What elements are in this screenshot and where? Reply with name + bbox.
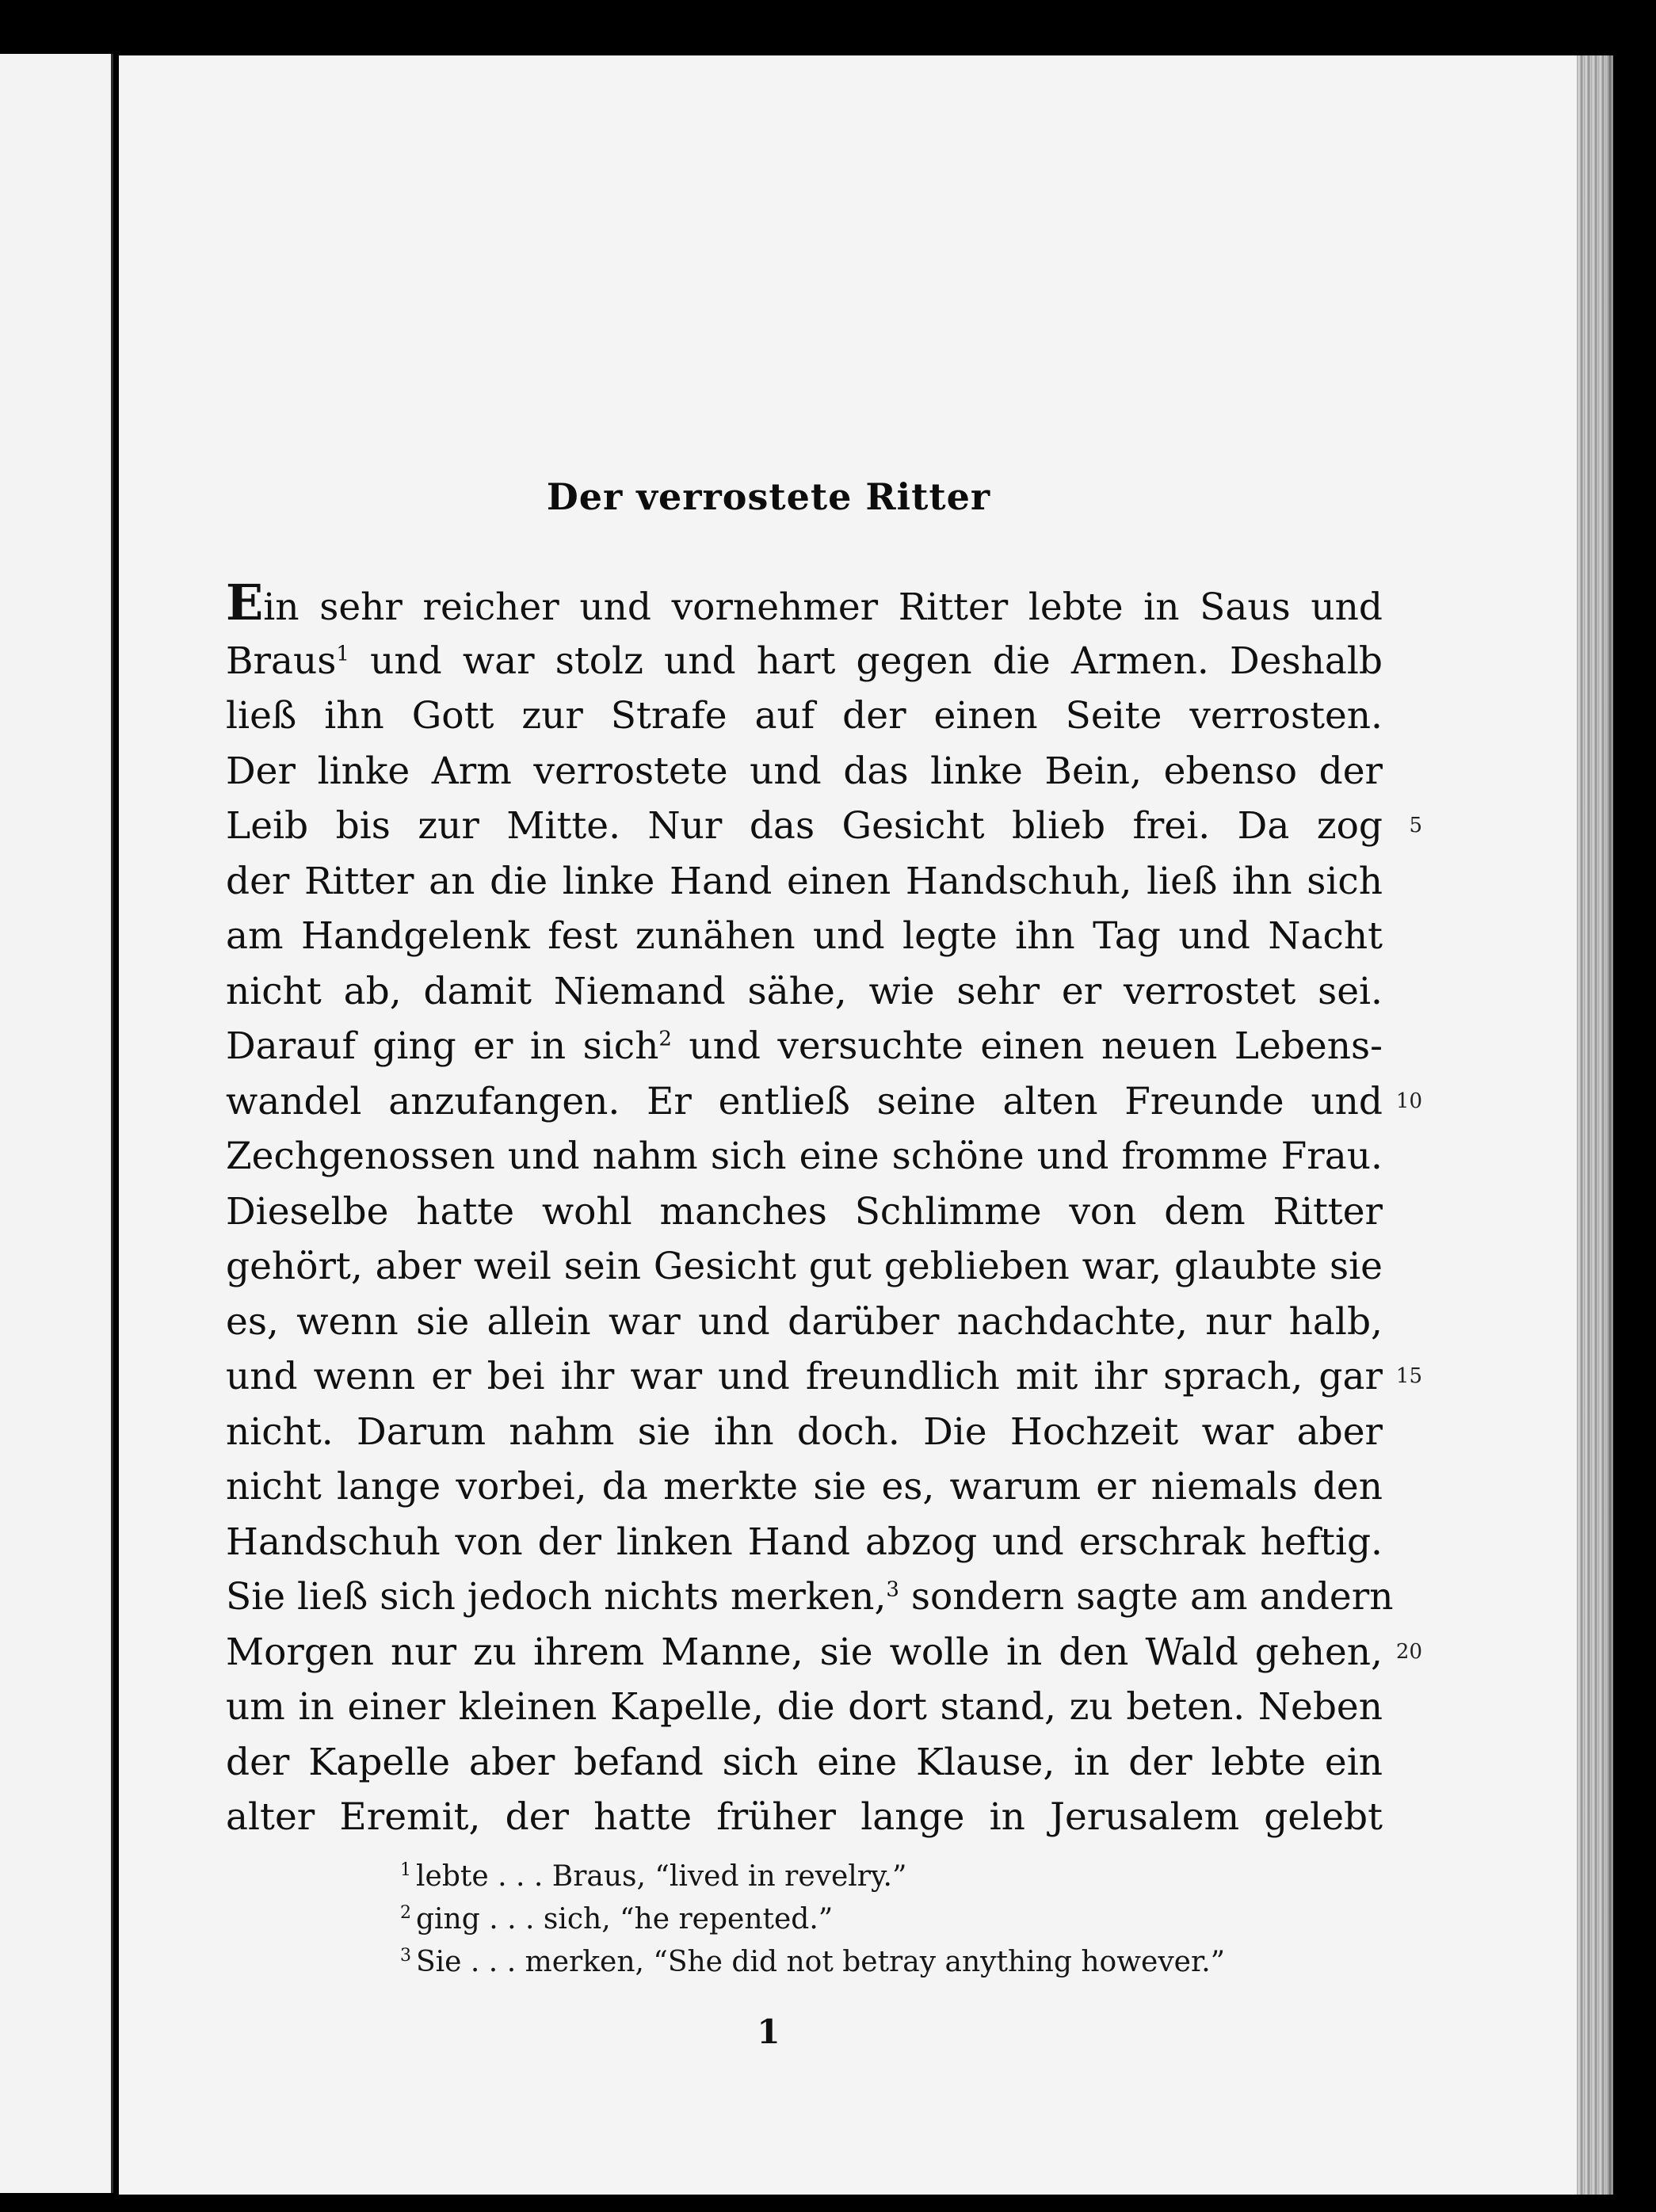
text-line (226, 688, 1383, 744)
line-text: nicht. Darum nahm sie ihn doch. Die Hochzeit war aber (226, 1409, 1383, 1454)
text-line (226, 1184, 1383, 1240)
line-text: nicht ab, damit Niemand sähe, wie sehr er verrostet sei. (226, 969, 1383, 1013)
story-title: Der verrostete Ritter (546, 475, 991, 518)
line-text: Darauf ging er in sich (226, 1024, 659, 1068)
line-text: Morgen nur zu ihrem Manne, sie wolle in den Wald gehen, (226, 1630, 1383, 1674)
line-text-tail: und war stolz und hart gegen die Armen. Deshalb (349, 639, 1383, 683)
text-line (226, 1515, 1383, 1570)
line-text: Leib bis zur Mitte. Nur das Gesicht blieb frei. Da zog (226, 804, 1383, 848)
text-line (226, 1405, 1383, 1460)
line-text: es, wenn sie allein war und darüber nachdachte, nur halb, (226, 1299, 1383, 1344)
text-line (226, 1349, 1422, 1405)
footnote (400, 1855, 1430, 1898)
text-line (226, 1074, 1422, 1130)
line-text: Braus (226, 639, 337, 683)
text-line (226, 854, 1383, 910)
footnote-marker: 1 (336, 641, 349, 666)
text-line (226, 1625, 1422, 1680)
drop-cap: E (226, 574, 264, 631)
left-page-edge (0, 54, 113, 2193)
text-line (226, 1019, 1383, 1074)
text-line (226, 1735, 1383, 1791)
line-number: 5 (1409, 814, 1422, 837)
page-number: 1 (757, 2012, 780, 2051)
line-text: Zechgenossen und nahm sich eine schöne und fromme Frau. (226, 1135, 1383, 1178)
line-text: nicht lange vorbei, da merkte sie es, warum er niemals den (226, 1465, 1383, 1508)
footnote (400, 1941, 1430, 1984)
footnote-marker: 3 (886, 1577, 899, 1602)
footnote-mark: 2 (400, 1903, 411, 1923)
line-text: wandel anzufangen. Er entließ seine alten Freunde und (226, 1079, 1383, 1123)
line-text: alter Eremit, der hatte früher lange in Jerusalem gelebt (226, 1795, 1383, 1839)
page-stack-edge (1577, 55, 1613, 2195)
text-line (226, 1459, 1383, 1515)
text-line (226, 1790, 1383, 1845)
line-text: am Handgelenk fest zunähen und legte ihn Tag und Nacht (226, 914, 1383, 958)
footnote-mark: 1 (400, 1860, 411, 1880)
line-text: in sehr reicher und vornehmer Ritter lebte in Saus und (263, 585, 1383, 629)
line-text: der Kapelle aber befand sich eine Klause, in der lebte ein (226, 1740, 1383, 1784)
text-line (226, 1295, 1383, 1350)
text-line (226, 909, 1383, 964)
story-body (226, 574, 1422, 1845)
line-number: 10 (1395, 1089, 1422, 1113)
text-line (226, 744, 1383, 799)
text-line (226, 1129, 1383, 1184)
line-text-tail: und versuchte einen neuen Lebens- (671, 1024, 1383, 1068)
text-line (226, 574, 1383, 634)
text-line (226, 1239, 1383, 1295)
line-text: gehört, aber weil sein Gesicht gut geblieben war, glaubte sie (226, 1245, 1383, 1288)
footnote-text: Sie . . . merken, “She did not betray anything however.” (416, 1946, 1226, 1978)
line-text: der Ritter an die linke Hand einen Handschuh, ließ ihn sich (226, 859, 1383, 903)
footnotes (400, 1855, 1430, 1984)
line-text: um in einer kleinen Kapelle, die dort stand, zu beten. Neben (226, 1685, 1383, 1729)
line-text-tail: sondern sagte am andern (899, 1575, 1394, 1619)
line-text: Der linke Arm verrostete und das linke Bein, ebenso der (226, 749, 1383, 793)
line-text: Handschuh von der linken Hand abzog und erschrak heftig. (226, 1520, 1383, 1564)
footnote-marker: 2 (658, 1027, 672, 1051)
line-text: und wenn er bei ihr war und freundlich mit ihr sprach, gar (226, 1355, 1383, 1398)
footnote-text: lebte . . . Braus, “lived in revelry.” (416, 1860, 907, 1893)
footnote (400, 1898, 1430, 1941)
footnote-text: ging . . . sich, “he repented.” (416, 1903, 834, 1936)
text-line (226, 964, 1383, 1020)
text-line (226, 1680, 1383, 1735)
line-text: ließ ihn Gott zur Strafe auf der einen Seite verrosten. (226, 694, 1383, 738)
footnote-mark: 3 (400, 1946, 411, 1966)
text-line (226, 634, 1383, 689)
text-line (226, 799, 1422, 854)
line-number: 15 (1395, 1364, 1422, 1388)
line-number: 20 (1395, 1639, 1422, 1664)
line-text: Dieselbe hatte wohl manches Schlimme von dem Ritter (226, 1189, 1383, 1234)
line-text: Sie ließ sich jedoch nichts merken, (226, 1575, 887, 1619)
text-line (226, 1569, 1394, 1625)
